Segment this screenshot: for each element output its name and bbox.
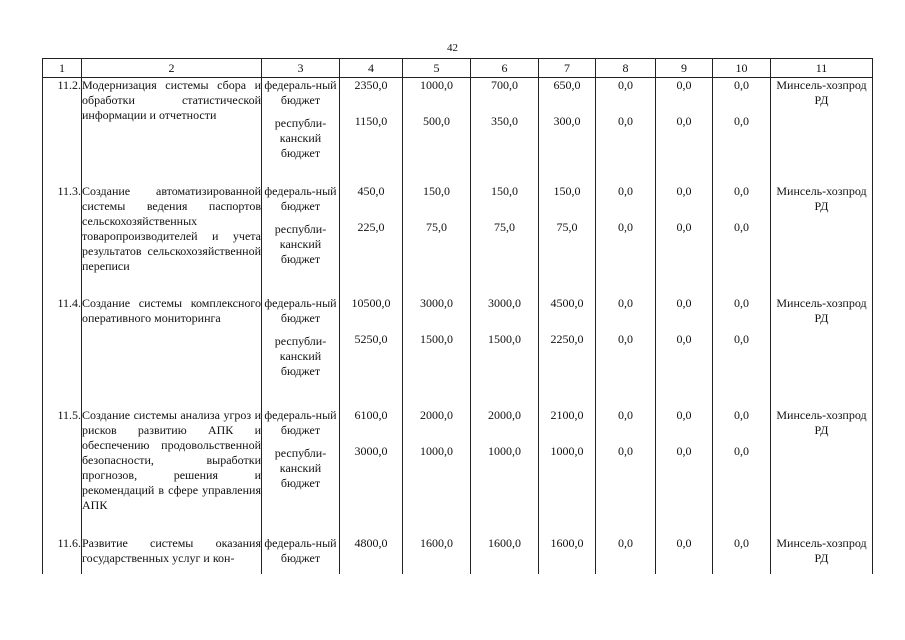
responsible-executor: Минсель-хозпрод РД [771,184,873,296]
column-header-5: 5 [403,59,471,78]
amount-value: 1000,0 [420,78,453,92]
amount-value: 75,0 [556,219,578,234]
amount-value: 0,0 [734,219,749,234]
amount-value: 1500,0 [488,331,521,346]
amount-value: 0,0 [734,183,749,198]
amount-value: 1600,0 [420,535,453,550]
amount-value: 0,0 [618,443,633,458]
row-number: 11.5. [43,408,82,536]
column-header-3: 3 [262,59,340,78]
budget-table [42,58,873,574]
amount-cell [340,408,403,536]
measure-title: Создание автоматизированной системы ведения паспортов сельскохозяйственных товаропроизводителей и учета результатов сельскохозяйственной переписи [82,184,262,296]
amount-cell [471,184,539,296]
amount-value: 0,0 [618,78,633,92]
amount-value: 0,0 [618,114,633,128]
amount-cell [340,296,403,408]
amount-cell [713,536,771,574]
funding-sources [262,184,340,296]
column-header-6: 6 [471,59,539,78]
amount-value: 225,0 [357,219,385,234]
amount-cell [539,408,596,536]
table-row [43,78,873,184]
funding-sources [262,408,340,536]
funding-source-name: федераль-ный бюджет [264,295,337,325]
column-header-11: 11 [771,59,873,78]
amount-cell [403,296,471,408]
funding-sources [262,78,340,184]
measure-title: Создание системы комплексного оперативного мониторинга [82,296,262,408]
table-row [43,296,873,408]
amount-value: 1150,0 [354,114,388,128]
amount-value: 0,0 [676,331,692,346]
amount-value: 0,0 [618,295,633,310]
column-header-9: 9 [656,59,713,78]
amount-value: 0,0 [618,219,633,234]
amount-value: 0,0 [676,78,692,92]
amount-cell [713,408,771,536]
amount-value: 0,0 [676,443,692,458]
amount-value: 650,0 [553,78,581,92]
amount-value: 0,0 [618,183,633,198]
amount-cell [539,184,596,296]
amount-value: 150,0 [553,183,581,198]
column-header-10: 10 [713,59,771,78]
amount-value: 700,0 [491,78,518,92]
page-number: 42 [447,42,458,54]
amount-value: 150,0 [423,183,450,198]
amount-cell [656,78,713,184]
column-header-8: 8 [596,59,656,78]
amount-cell [596,184,656,296]
amount-value: 1600,0 [488,535,521,550]
amount-cell [596,296,656,408]
amount-value: 0,0 [734,331,749,346]
amount-value: 450,0 [357,183,385,198]
funding-source-name: федераль-ный бюджет [264,78,337,107]
amount-value: 0,0 [734,407,749,422]
amount-value: 0,0 [676,219,692,234]
amount-cell [656,536,713,574]
amount-value: 2000,0 [420,407,453,422]
amount-cell [539,78,596,184]
table-row [43,184,873,296]
amount-value: 1000,0 [488,443,521,458]
amount-cell [596,408,656,536]
amount-value: 1000,0 [420,443,453,458]
amount-value: 0,0 [734,114,749,128]
amount-value: 5250,0 [354,331,388,346]
amount-value: 2000,0 [488,407,521,422]
amount-cell [403,536,471,574]
row-number: 11.2. [43,78,82,184]
amount-value: 0,0 [734,443,749,458]
amount-value: 6100,0 [354,407,388,422]
responsible-executor: Минсель-хозпрод РД [771,536,873,574]
funding-source-name: республи-канский бюджет [274,333,327,378]
amount-cell [656,408,713,536]
amount-value: 3000,0 [488,295,521,310]
amount-value: 3000,0 [420,295,453,310]
amount-value: 300,0 [553,114,581,128]
funding-source-name: федераль-ный бюджет [264,183,337,213]
amount-value: 0,0 [676,183,692,198]
row-number: 11.3. [43,184,82,296]
amount-cell [596,536,656,574]
amount-cell [596,78,656,184]
row-number: 11.6. [43,536,82,574]
amount-value: 1600,0 [550,535,584,550]
amount-cell [340,78,403,184]
amount-cell [471,408,539,536]
responsible-executor: Минсель-хозпрод РД [771,408,873,536]
amount-cell [403,184,471,296]
amount-cell [471,536,539,574]
amount-cell [656,184,713,296]
measure-title: Модернизация системы сбора и обработки статистической информации и отчетности [82,78,262,184]
amount-cell [340,536,403,574]
funding-source-name: федераль-ный бюджет [264,535,337,565]
funding-source-name: республи-канский бюджет [274,445,327,490]
row-number: 11.4. [43,296,82,408]
funding-source-name: республи-канский бюджет [274,116,327,160]
amount-value: 3000,0 [354,443,388,458]
amount-cell [539,296,596,408]
amount-cell [713,184,771,296]
amount-value: 1000,0 [550,443,584,458]
amount-value: 0,0 [618,407,633,422]
amount-cell [403,78,471,184]
amount-value: 4500,0 [550,295,584,310]
amount-value: 0,0 [676,114,692,128]
responsible-executor: Минсель-хозпрод РД [771,296,873,408]
table-row [43,408,873,536]
funding-sources [262,296,340,408]
amount-value: 0,0 [618,535,633,550]
amount-value: 2350,0 [354,78,388,92]
measure-title: Создание системы анализа угроз и рисков развитию АПК и обеспечению продовольственной безопасности, выработки прогнозов, решения и рекомендаций в сфере управления АПК [82,408,262,536]
amount-cell [340,184,403,296]
amount-cell [471,296,539,408]
amount-value: 0,0 [676,535,692,550]
amount-cell [713,78,771,184]
column-header-1: 1 [43,59,82,78]
amount-value: 350,0 [491,114,518,128]
amount-cell [539,536,596,574]
amount-value: 2100,0 [550,407,584,422]
amount-value: 150,0 [491,183,518,198]
amount-cell [471,78,539,184]
funding-source-name: республи-канский бюджет [274,221,327,266]
amount-value: 0,0 [676,407,692,422]
amount-value: 1500,0 [420,331,453,346]
amount-value: 500,0 [423,114,450,128]
amount-value: 0,0 [676,295,692,310]
column-header-2: 2 [82,59,262,78]
measure-title: Развитие системы оказания государственных услуг и кон- [82,536,262,574]
funding-sources [262,536,340,574]
amount-value: 0,0 [618,331,633,346]
amount-value: 0,0 [734,295,749,310]
funding-source-name: федераль-ный бюджет [264,407,337,437]
header-row [43,59,873,78]
responsible-executor: Минсель-хозпрод РД [771,78,873,184]
amount-value: 0,0 [734,78,749,92]
amount-cell [403,408,471,536]
amount-cell [656,296,713,408]
amount-value: 2250,0 [550,331,584,346]
table-row [43,536,873,574]
column-header-4: 4 [340,59,403,78]
amount-cell [713,296,771,408]
amount-value: 75,0 [494,219,515,234]
amount-value: 0,0 [734,535,749,550]
amount-value: 4800,0 [354,535,388,550]
amount-value: 10500,0 [351,295,391,310]
amount-value: 75,0 [426,219,447,234]
column-header-7: 7 [539,59,596,78]
